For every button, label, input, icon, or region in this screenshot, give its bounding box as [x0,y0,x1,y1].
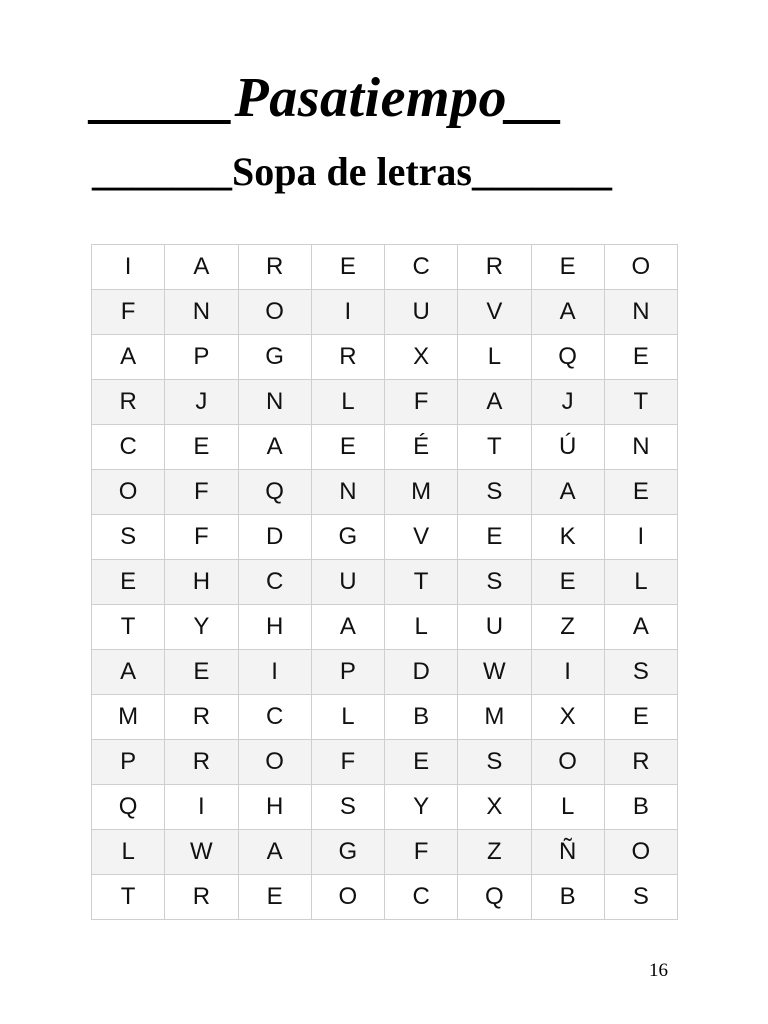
grid-cell-letter: N [311,470,384,515]
grid-cell-letter: T [92,875,165,920]
grid-body [92,245,678,920]
grid-cell-letter: F [385,830,458,875]
grid-cell-letter: Q [458,875,531,920]
grid-cell-letter: N [604,425,677,470]
puzzle-subtitle: _______Sopa de letras_______ [92,149,612,194]
grid-cell-letter: P [92,740,165,785]
page-number: 16 [649,960,668,981]
grid-cell-letter: F [311,740,384,785]
grid-cell-letter: T [458,425,531,470]
grid-cell-letter: Ú [531,425,604,470]
grid-cell-letter: R [311,335,384,380]
grid-cell-letter: F [92,290,165,335]
grid-cell-letter: Q [238,470,311,515]
grid-cell-letter: S [311,785,384,830]
grid-cell-letter: N [238,380,311,425]
grid-row [92,695,678,740]
grid-cell-letter: E [531,560,604,605]
grid-cell-letter: E [604,695,677,740]
grid-cell-letter: V [385,515,458,560]
grid-cell-letter: I [165,785,238,830]
grid-cell-letter: X [531,695,604,740]
grid-cell-letter: L [385,605,458,650]
grid-cell-letter: Z [458,830,531,875]
grid-cell-letter: F [385,380,458,425]
grid-row [92,605,678,650]
grid-cell-letter: S [604,650,677,695]
grid-cell-letter: E [458,515,531,560]
grid-cell-letter: U [311,560,384,605]
grid-cell-letter: S [92,515,165,560]
grid-cell-letter: A [165,245,238,290]
grid-cell-letter: B [531,875,604,920]
grid-cell-letter: H [165,560,238,605]
grid-cell-letter: G [311,515,384,560]
grid-cell-letter: N [604,290,677,335]
grid-cell-letter: O [238,290,311,335]
grid-cell-letter: L [311,695,384,740]
grid-cell-letter: S [458,470,531,515]
grid-cell-letter: L [458,335,531,380]
grid-cell-letter: V [458,290,531,335]
grid-cell-letter: O [604,830,677,875]
grid-cell-letter: Q [92,785,165,830]
grid-cell-letter: A [531,290,604,335]
grid-cell-letter: W [458,650,531,695]
grid-cell-letter: D [385,650,458,695]
grid-cell-letter: C [385,245,458,290]
grid-cell-letter: A [92,335,165,380]
grid-cell-letter: E [604,335,677,380]
grid-cell-letter: E [165,425,238,470]
grid-cell-letter: R [604,740,677,785]
grid-cell-letter: S [458,740,531,785]
grid-cell-letter: U [385,290,458,335]
grid-cell-letter: E [165,650,238,695]
grid-row [92,740,678,785]
grid-cell-letter: C [92,425,165,470]
grid-cell-letter: O [604,245,677,290]
grid-cell-letter: A [238,425,311,470]
grid-row [92,245,678,290]
grid-cell-letter: F [165,515,238,560]
grid-cell-letter: A [311,605,384,650]
grid-cell-letter: E [311,245,384,290]
grid-cell-letter: L [92,830,165,875]
grid-row [92,470,678,515]
grid-cell-letter: L [311,380,384,425]
grid-cell-letter: A [604,605,677,650]
grid-cell-letter: G [238,335,311,380]
grid-cell-letter: S [604,875,677,920]
grid-cell-letter: A [238,830,311,875]
grid-cell-letter: O [238,740,311,785]
grid-cell-letter: E [311,425,384,470]
grid-cell-letter: A [92,650,165,695]
grid-cell-letter: A [531,470,604,515]
grid-cell-letter: C [238,695,311,740]
grid-cell-letter: H [238,785,311,830]
grid-cell-letter: P [311,650,384,695]
grid-cell-letter: U [458,605,531,650]
grid-cell-letter: Ñ [531,830,604,875]
grid-cell-letter: J [531,380,604,425]
grid-cell-letter: Y [385,785,458,830]
grid-cell-letter: Y [165,605,238,650]
grid-row [92,785,678,830]
grid-cell-letter: Q [531,335,604,380]
grid-cell-letter: F [165,470,238,515]
grid-cell-letter: W [165,830,238,875]
grid-cell-letter: I [311,290,384,335]
grid-cell-letter: T [385,560,458,605]
grid-cell-letter: E [604,470,677,515]
grid-cell-letter: I [604,515,677,560]
grid-row [92,830,678,875]
grid-cell-letter: X [385,335,458,380]
grid-row [92,290,678,335]
grid-row [92,875,678,920]
grid-row [92,425,678,470]
grid-cell-letter: O [531,740,604,785]
grid-cell-letter: T [604,380,677,425]
grid-row [92,515,678,560]
grid-cell-letter: D [238,515,311,560]
grid-cell-letter: I [238,650,311,695]
grid-cell-letter: M [92,695,165,740]
grid-cell-letter: R [458,245,531,290]
grid-row [92,560,678,605]
grid-cell-letter: M [458,695,531,740]
grid-cell-letter: E [92,560,165,605]
grid-row [92,380,678,425]
grid-cell-letter: C [385,875,458,920]
grid-cell-letter: R [165,875,238,920]
grid-cell-letter: N [165,290,238,335]
grid-cell-letter: M [385,470,458,515]
grid-cell-letter: G [311,830,384,875]
grid-cell-letter: R [238,245,311,290]
page-title: _____Pasatiempo__ [92,67,565,129]
grid-cell-letter: I [531,650,604,695]
grid-cell-letter: O [311,875,384,920]
grid-cell-letter: O [92,470,165,515]
grid-cell-letter: L [531,785,604,830]
grid-cell-letter: C [238,560,311,605]
grid-cell-letter: B [385,695,458,740]
word-search-grid [91,244,678,920]
grid-cell-letter: E [531,245,604,290]
grid-cell-letter: X [458,785,531,830]
grid-cell-letter: B [604,785,677,830]
grid-cell-letter: A [458,380,531,425]
grid-cell-letter: K [531,515,604,560]
grid-cell-letter: Z [531,605,604,650]
grid-cell-letter: E [385,740,458,785]
grid-cell-letter: S [458,560,531,605]
grid-cell-letter: R [165,740,238,785]
grid-cell-letter: R [92,380,165,425]
grid-cell-letter: H [238,605,311,650]
grid-cell-letter: J [165,380,238,425]
grid-cell-letter: T [92,605,165,650]
grid-cell-letter: L [604,560,677,605]
grid-cell-letter: P [165,335,238,380]
grid-row [92,650,678,695]
grid-row [92,335,678,380]
grid-cell-letter: R [165,695,238,740]
grid-cell-letter: E [238,875,311,920]
grid-cell-letter: I [92,245,165,290]
grid-cell-letter: É [385,425,458,470]
